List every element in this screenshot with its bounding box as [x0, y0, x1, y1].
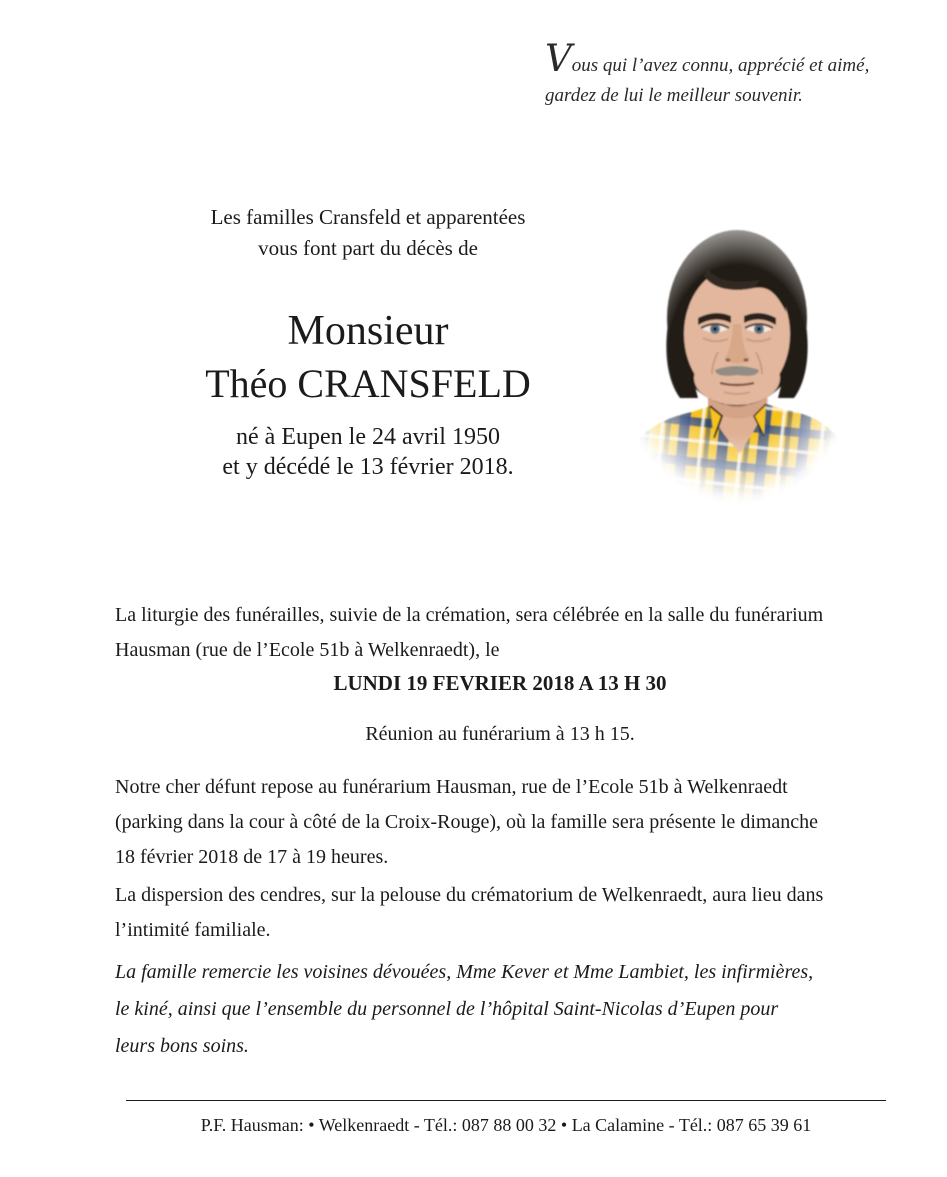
ceremony-date-heading: LUNDI 19 FEVRIER 2018 A 13 H 30: [333, 671, 667, 695]
ceremony-intro-line-1: La liturgie des funérailles, suivie de la crémation, sera célébrée en la salle du funérarium: [115, 604, 824, 626]
ashes-line-2: l’intimité familiale.: [115, 919, 271, 941]
epigraph-line-1-rest: ous qui l’avez connu, apprécié et aimé,: [571, 55, 870, 76]
visitation-line-3: 18 février 2018 de 17 à 19 heures.: [115, 846, 389, 868]
epigraph-line-2: gardez de lui le meilleur souvenir.: [545, 85, 803, 106]
visitation-line-1: Notre cher défunt repose au funérarium Hausman, rue de l’Ecole 51b à Welkenraedt: [115, 776, 788, 798]
deceased-portrait-illustration: [618, 202, 858, 510]
family-announcement: [93, 202, 643, 264]
thanks-line-1: La famille remercie les voisines dévouées, Mme Kever et Mme Lambiet, les infirmières,: [115, 961, 814, 983]
visitation-line-2: (parking dans la cour à côté de la Croix-Rouge), où la famille sera présente le dimanche: [115, 811, 819, 833]
epigraph-initial: V: [545, 37, 571, 80]
thanks-line-3: leurs bons soins.: [115, 1035, 249, 1057]
ceremony-intro-line-2: Hausman (rue de l’Ecole 51b à Welkenraedt), le: [115, 639, 500, 661]
deceased-birth-line: né à Eupen le 24 avril 1950: [236, 424, 500, 450]
ashes-line-1: La dispersion des cendres, sur la pelouse du crématorium de Welkenraedt, aura lieu dans: [115, 884, 824, 906]
deceased-portrait-photo: [618, 202, 858, 510]
deceased-name: Théo CRANSFELD: [205, 361, 531, 406]
deceased-death-line: et y décédé le 13 février 2018.: [222, 454, 514, 480]
epigraph-line-1: [545, 37, 905, 81]
family-announcement-line-1: Les familles Cransfeld et apparentées: [210, 205, 526, 229]
family-announcement-line-2: vous font part du décès de: [258, 236, 478, 260]
funeral-home-contact: P.F. Hausman: • Welkenraedt - Tél.: 087 88 00 32 • La Calamine - Tél.: 087 65 39 61: [200, 1115, 812, 1135]
epigraph: [545, 37, 905, 111]
footer-divider: [126, 1100, 886, 1101]
meeting-line: Réunion au funérarium à 13 h 15.: [365, 723, 635, 745]
thanks-line-2: le kiné, ainsi que l’ensemble du personnel de l’hôpital Saint-Nicolas d’Eupen pour: [115, 998, 779, 1020]
deceased-title: Monsieur: [287, 308, 449, 354]
